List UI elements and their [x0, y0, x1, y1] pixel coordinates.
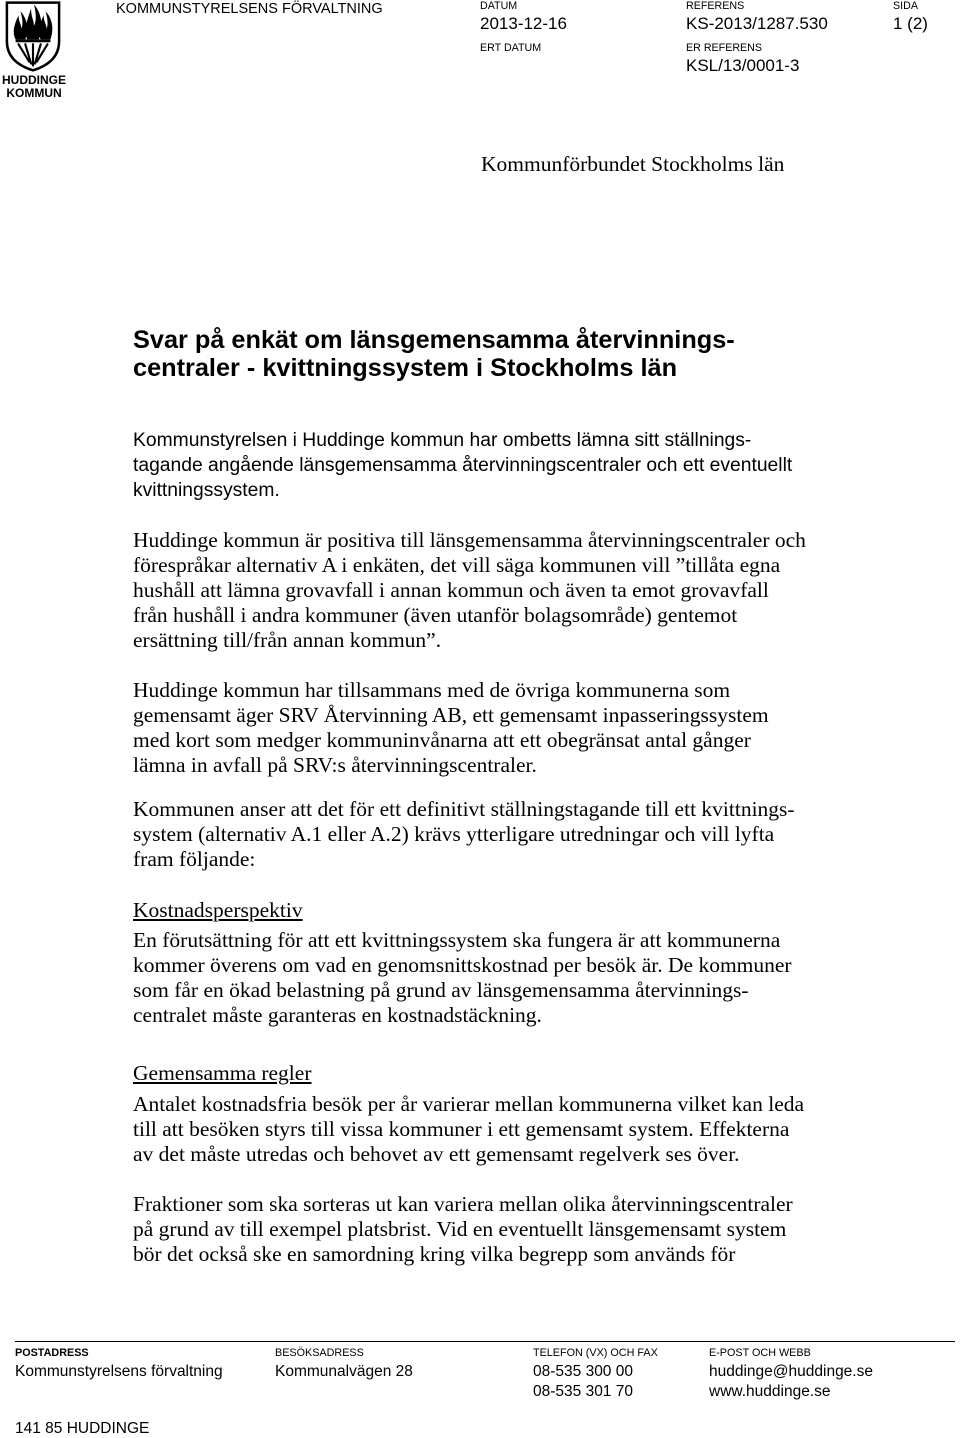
text-line: Kommunstyrelsen i Huddinge kommun har ombetts lämna sitt ställnings- [133, 430, 752, 451]
organization-name: KOMMUNSTYRELSENS FÖRVALTNING [116, 1, 383, 17]
text-line: till att besöken styrs till vissa kommuner i ett gemensamt system. Effekterna [133, 1117, 790, 1141]
paragraph-srv [133, 678, 769, 778]
text-line: kommer överens om vad en genomsnittskostnad per besök är. De kommuner [133, 953, 792, 977]
text-line: system (alternativ A.1 eller A.2) krävs ytterligare utredningar och vill lyfta [133, 822, 775, 846]
huddinge-kommun-logo [0, 0, 68, 100]
footer-visiting-label: BESÖKSADRESS [275, 1347, 364, 1359]
text-line: kvittningssystem. [133, 480, 280, 501]
section-heading-cost: Kostnadsperspektiv [133, 898, 303, 922]
text-line: med kort som medger kommuninvånarna att ett obegränsat antal gånger [133, 728, 751, 752]
paragraph-free-visits [133, 1092, 804, 1167]
paragraph-fractions [133, 1192, 793, 1267]
logo-text-line1: HUDDINGE [1, 73, 66, 87]
footer-phone-label: TELEFON (VX) OCH FAX [533, 1347, 658, 1359]
huddinge-crest-icon [4, 0, 62, 73]
text-line: från hushåll i andra kommuner (även utanför bolagsområde) gentemot [133, 603, 738, 627]
your-reference-value: KSL/13/0001-3 [686, 56, 800, 75]
text-line: hushåll att lämna grovavfall i annan kommun och även ta emot grovavfall [133, 578, 769, 602]
text-line: En förutsättning för att ett kvittningssystem ska fungera är att kommunerna [133, 928, 781, 952]
text-line: tagande angående länsgemensamma återvinningscentraler och ett eventuellt [133, 455, 793, 476]
crest-flame-center [26, 5, 42, 40]
crest-pyre-bar [16, 39, 51, 42]
title-line: centraler - kvittningssystem i Stockholms län [133, 354, 678, 382]
paragraph-position [133, 528, 806, 653]
crest-pyre-sticks [19, 44, 48, 65]
title-line: Svar på enkät om länsgemensamma återvinnings- [133, 326, 735, 354]
crest-flame-left [14, 11, 27, 39]
logo-text-line2: KOMMUN [6, 86, 62, 100]
text-line: förespråkar alternativ A i enkäten, det vill säga kommunen vill ”tillåta egna [133, 553, 781, 577]
text-line: lämna in avfall på SRV:s återvinningscentraler. [133, 753, 537, 777]
footer-fax: 08-535 301 70 [533, 1383, 633, 1400]
paragraph-cost [133, 928, 792, 1028]
letter-title [133, 326, 735, 382]
text-line: fram följande: [133, 847, 256, 871]
page-number: 1 (2) [893, 14, 928, 33]
footer-postal-line2: 141 85 HUDDINGE [15, 1420, 150, 1437]
text-line: centralet måste garanteras en kostnadstäckning. [133, 1003, 542, 1027]
text-line: bör det också ske en samordning kring vilka begrepp som används för [133, 1242, 736, 1266]
text-line: gemensamt äger SRV Återvinning AB, ett gemensamt inpasseringssystem [133, 703, 769, 727]
text-line: på grund av till exempel platsbrist. Vid en eventuellt länsgemensamt system [133, 1217, 787, 1241]
reference-value: KS-2013/1287.530 [686, 14, 828, 33]
footer-divider [15, 1341, 955, 1342]
your-date-label: ERT DATUM [480, 42, 542, 54]
page-label: SIDA [893, 0, 918, 12]
section-heading-rules: Gemensamma regler [133, 1061, 312, 1085]
text-line: Antalet kostnadsfria besök per år varierar mellan kommunerna vilket kan leda [133, 1092, 805, 1116]
footer-postal-label: POSTADRESS [15, 1347, 89, 1359]
crest-flame-right [39, 11, 52, 39]
recipient: Kommunförbundet Stockholms län [481, 152, 785, 176]
footer-email: huddinge@huddinge.se [709, 1363, 873, 1380]
text-line: ersättning till/från annan kommun”. [133, 628, 442, 652]
date-label: DATUM [480, 0, 518, 12]
date-value: 2013-12-16 [480, 14, 567, 33]
text-line: som får en ökad belastning på grund av länsgemensamma återvinnings- [133, 978, 749, 1002]
text-line: Huddinge kommun är positiva till länsgemensamma återvinningscentraler och [133, 528, 806, 552]
your-reference-label: ER REFERENS [686, 42, 763, 54]
text-line: Kommunen anser att det för ett definitivt ställningstagande till ett kvittnings- [133, 797, 795, 821]
footer-visiting-address: Kommunalvägen 28 [275, 1363, 413, 1380]
text-line: Fraktioner som ska sorteras ut kan variera mellan olika återvinningscentraler [133, 1192, 793, 1216]
intro-paragraph [133, 428, 792, 503]
paragraph-further-investigation [133, 797, 795, 872]
reference-label: REFERENS [686, 0, 745, 12]
footer-website: www.huddinge.se [709, 1383, 831, 1400]
footer-postal-line1: Kommunstyrelsens förvaltning [15, 1363, 223, 1380]
footer-phone: 08-535 300 00 [533, 1363, 633, 1380]
text-line: Huddinge kommun har tillsammans med de övriga kommunerna som [133, 678, 731, 702]
footer-web-label: E-POST OCH WEBB [709, 1347, 811, 1359]
text-line: av det måste utredas och behovet av ett gemensamt regelverk ses över. [133, 1142, 740, 1166]
